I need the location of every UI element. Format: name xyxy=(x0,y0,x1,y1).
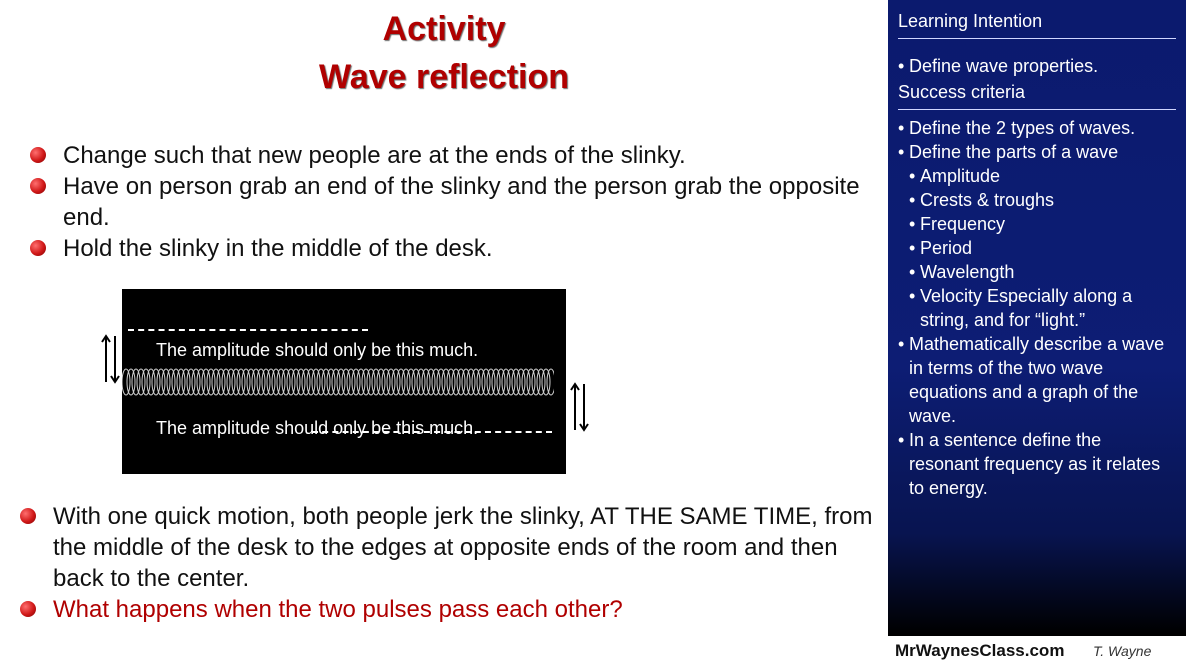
list-item: • Amplitude xyxy=(909,166,1001,186)
list-item xyxy=(30,140,870,171)
slide-title: Activity xyxy=(382,10,506,48)
instruction-list-bottom xyxy=(20,501,880,625)
amplitude-dash-bottom xyxy=(312,431,552,433)
success-criteria-list xyxy=(898,116,1176,500)
list-item: • Frequency xyxy=(909,214,1006,234)
bullet-icon xyxy=(20,508,36,524)
bullet-icon xyxy=(30,147,46,163)
bullet-text: Have on person grab an end of the slinky and the person grab the opposite end. xyxy=(63,173,860,231)
list-item: • Define wave properties. xyxy=(898,56,1099,76)
bullet-icon xyxy=(30,178,46,194)
amplitude-dash-top xyxy=(128,329,368,331)
double-arrow-right-icon xyxy=(569,382,591,432)
instruction-list-top xyxy=(30,140,870,264)
question-item xyxy=(20,594,880,625)
bullet-icon xyxy=(30,240,46,256)
divider xyxy=(898,38,1176,39)
bullet-text: Change such that new people are at the ends of the slinky. xyxy=(63,142,686,169)
list-item xyxy=(30,171,870,233)
amplitude-label-top: The amplitude should only be this much. xyxy=(156,340,479,360)
slinky-demo-image xyxy=(122,289,566,474)
list-item: • Define the parts of a wave xyxy=(898,142,1119,162)
bullet-text: Hold the slinky in the middle of the desk. xyxy=(63,235,493,262)
amplitude-label-bottom: The amplitude should only be this much. xyxy=(156,418,479,438)
list-item: • Period xyxy=(909,238,973,258)
learning-intention-list xyxy=(898,54,1176,78)
learning-intention-heading: Learning Intention xyxy=(898,11,1043,31)
site-name: MrWaynesClass.com xyxy=(895,641,1065,660)
sidebar-learning-panel xyxy=(888,0,1186,667)
success-criteria-heading: Success criteria xyxy=(898,82,1026,102)
list-item: • Define the 2 types of waves. xyxy=(898,118,1136,138)
list-item: • Crests & troughs xyxy=(909,190,1055,210)
slide-subtitle: Wave reflection xyxy=(318,58,570,96)
list-item: • In a sentence define the resonant frequency as it relates to energy. xyxy=(898,430,1161,498)
slinky-coil-icon xyxy=(122,367,554,397)
question-text: What happens when the two pulses pass each other? xyxy=(53,596,623,623)
list-item xyxy=(20,501,880,594)
list-item: • Wavelength xyxy=(909,262,1015,282)
list-item: • Mathematically describe a wave in terms of the two wave equations and a graph of the wave. xyxy=(898,334,1165,426)
footer xyxy=(888,636,1186,667)
bullet-text: With one quick motion, both people jerk the slinky, AT THE SAME TIME, from the middle of the desk to the edges at opposite ends of the room and then back to the center. xyxy=(53,503,873,592)
list-item xyxy=(30,233,870,264)
bullet-icon xyxy=(20,601,36,617)
list-item: • Velocity Especially along a string, and for “light.” xyxy=(909,286,1133,330)
author-name: T. Wayne xyxy=(1093,643,1152,659)
divider xyxy=(898,109,1176,110)
double-arrow-left-icon xyxy=(100,334,122,384)
